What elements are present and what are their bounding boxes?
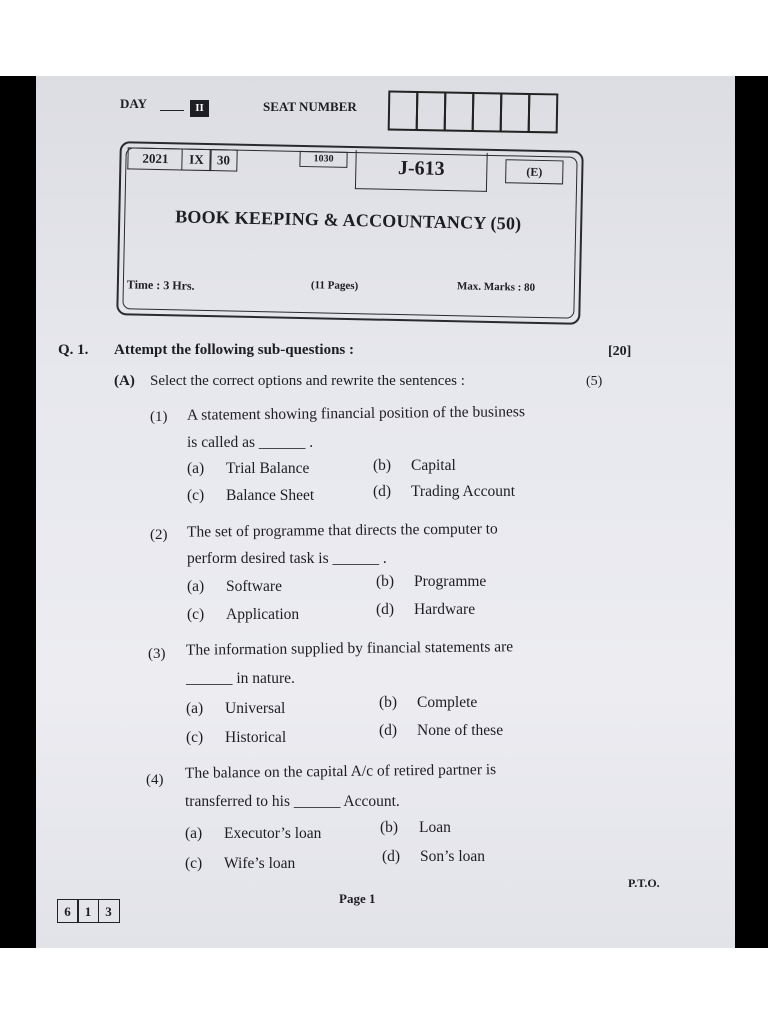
seat-number-boxes (390, 91, 559, 134)
max-marks: Max. Marks : 80 (456, 280, 536, 294)
subject-title: BOOK KEEPING & ACCOUNTANCY (50) (174, 206, 522, 234)
option-d-text: Trading Account (411, 483, 516, 500)
code-digit: 6 (57, 899, 79, 923)
item-text-line1: The information supplied by financial statements are (185, 638, 514, 659)
option-c-label: (c) (187, 606, 205, 623)
item-number: (2) (150, 527, 168, 543)
option-a-text: Software (226, 578, 282, 595)
exam-paper (36, 76, 735, 948)
option-c-text: Wife’s loan (224, 855, 296, 872)
option-a-label: (a) (185, 825, 203, 842)
seat-box (388, 91, 419, 132)
option-c-label: (c) (187, 487, 205, 504)
option-a-text: Trial Balance (226, 460, 310, 477)
option-d-text: Hardware (414, 601, 476, 618)
seat-box (528, 93, 559, 134)
question-marks: [20] (608, 344, 632, 359)
code-digit: 1 (77, 899, 99, 923)
item-text-line2: transferred to his ______ Account. (185, 793, 400, 810)
right-black-band (735, 76, 768, 948)
option-a-label: (a) (186, 700, 204, 717)
page-count: (11 Pages) (310, 279, 359, 293)
item-text-line2: ______ in nature. (186, 670, 295, 687)
seat-box (472, 92, 503, 133)
option-b-label: (b) (376, 573, 395, 590)
option-c-label: (c) (185, 855, 203, 872)
left-black-band (0, 76, 36, 948)
item-number: (1) (150, 409, 168, 425)
seat-number-label: SEAT NUMBER (263, 99, 357, 114)
paper-header-box (116, 141, 584, 325)
item-text-line1: The set of programme that directs the computer to (186, 520, 498, 541)
day-label: DAY (120, 96, 147, 111)
day-underline (160, 110, 184, 111)
option-b-label: (b) (379, 694, 398, 711)
option-c-text: Application (226, 606, 300, 623)
item-text-line2: perform desired task is ______ . (187, 550, 387, 567)
option-d-label: (d) (382, 848, 401, 865)
option-a-text: Universal (225, 700, 286, 717)
exam-code: 1030 (299, 151, 347, 168)
option-d-text: Son’s loan (420, 848, 486, 865)
option-a-text: Executor’s loan (224, 825, 322, 842)
option-b-label: (b) (373, 457, 392, 474)
seat-box (444, 91, 475, 132)
option-c-text: Historical (225, 729, 287, 746)
option-d-text: None of these (417, 722, 504, 739)
language-code: (E) (505, 159, 563, 184)
sub-question-marks: (5) (586, 374, 603, 389)
option-c-text: Balance Sheet (226, 487, 315, 504)
question-instruction: Attempt the following sub-questions : (114, 342, 355, 358)
question-number: Q. 1. (58, 342, 89, 358)
sub-question-label: (A) (114, 373, 135, 389)
option-c-label: (c) (186, 729, 204, 746)
seat-box (500, 92, 531, 133)
option-d-label: (d) (373, 483, 392, 500)
option-b-text: Loan (419, 819, 451, 836)
option-b-text: Capital (411, 457, 456, 474)
option-b-text: Programme (414, 573, 487, 590)
item-text-line1: A statement showing financial position of the business (186, 403, 526, 424)
seat-box (416, 91, 447, 132)
item-number: (4) (146, 772, 164, 788)
paper-code-boxes (58, 899, 120, 923)
option-b-text: Complete (417, 694, 478, 711)
exam-year: 2021 (127, 147, 182, 170)
option-a-label: (a) (187, 460, 205, 477)
exam-time: Time : 3 Hrs. (126, 277, 195, 293)
please-turn-over: P.T.O. (628, 876, 660, 890)
item-number: (3) (148, 646, 166, 662)
option-d-label: (d) (376, 601, 395, 618)
day-number-box: II (190, 100, 209, 117)
option-d-label: (d) (379, 722, 398, 739)
item-text-line1: The balance on the capital A/c of retired partner is (184, 761, 497, 782)
page-number: Page 1 (339, 891, 376, 906)
option-b-label: (b) (380, 819, 399, 836)
option-a-label: (a) (187, 578, 205, 595)
paper-code: J-613 (355, 150, 488, 192)
code-digit: 3 (98, 899, 120, 923)
exam-month: IX (181, 148, 211, 171)
exam-date: 30 (209, 149, 237, 172)
item-text-line2: is called as ______ . (187, 434, 314, 451)
sub-question-instruction: Select the correct options and rewrite the sentences : (150, 373, 465, 389)
